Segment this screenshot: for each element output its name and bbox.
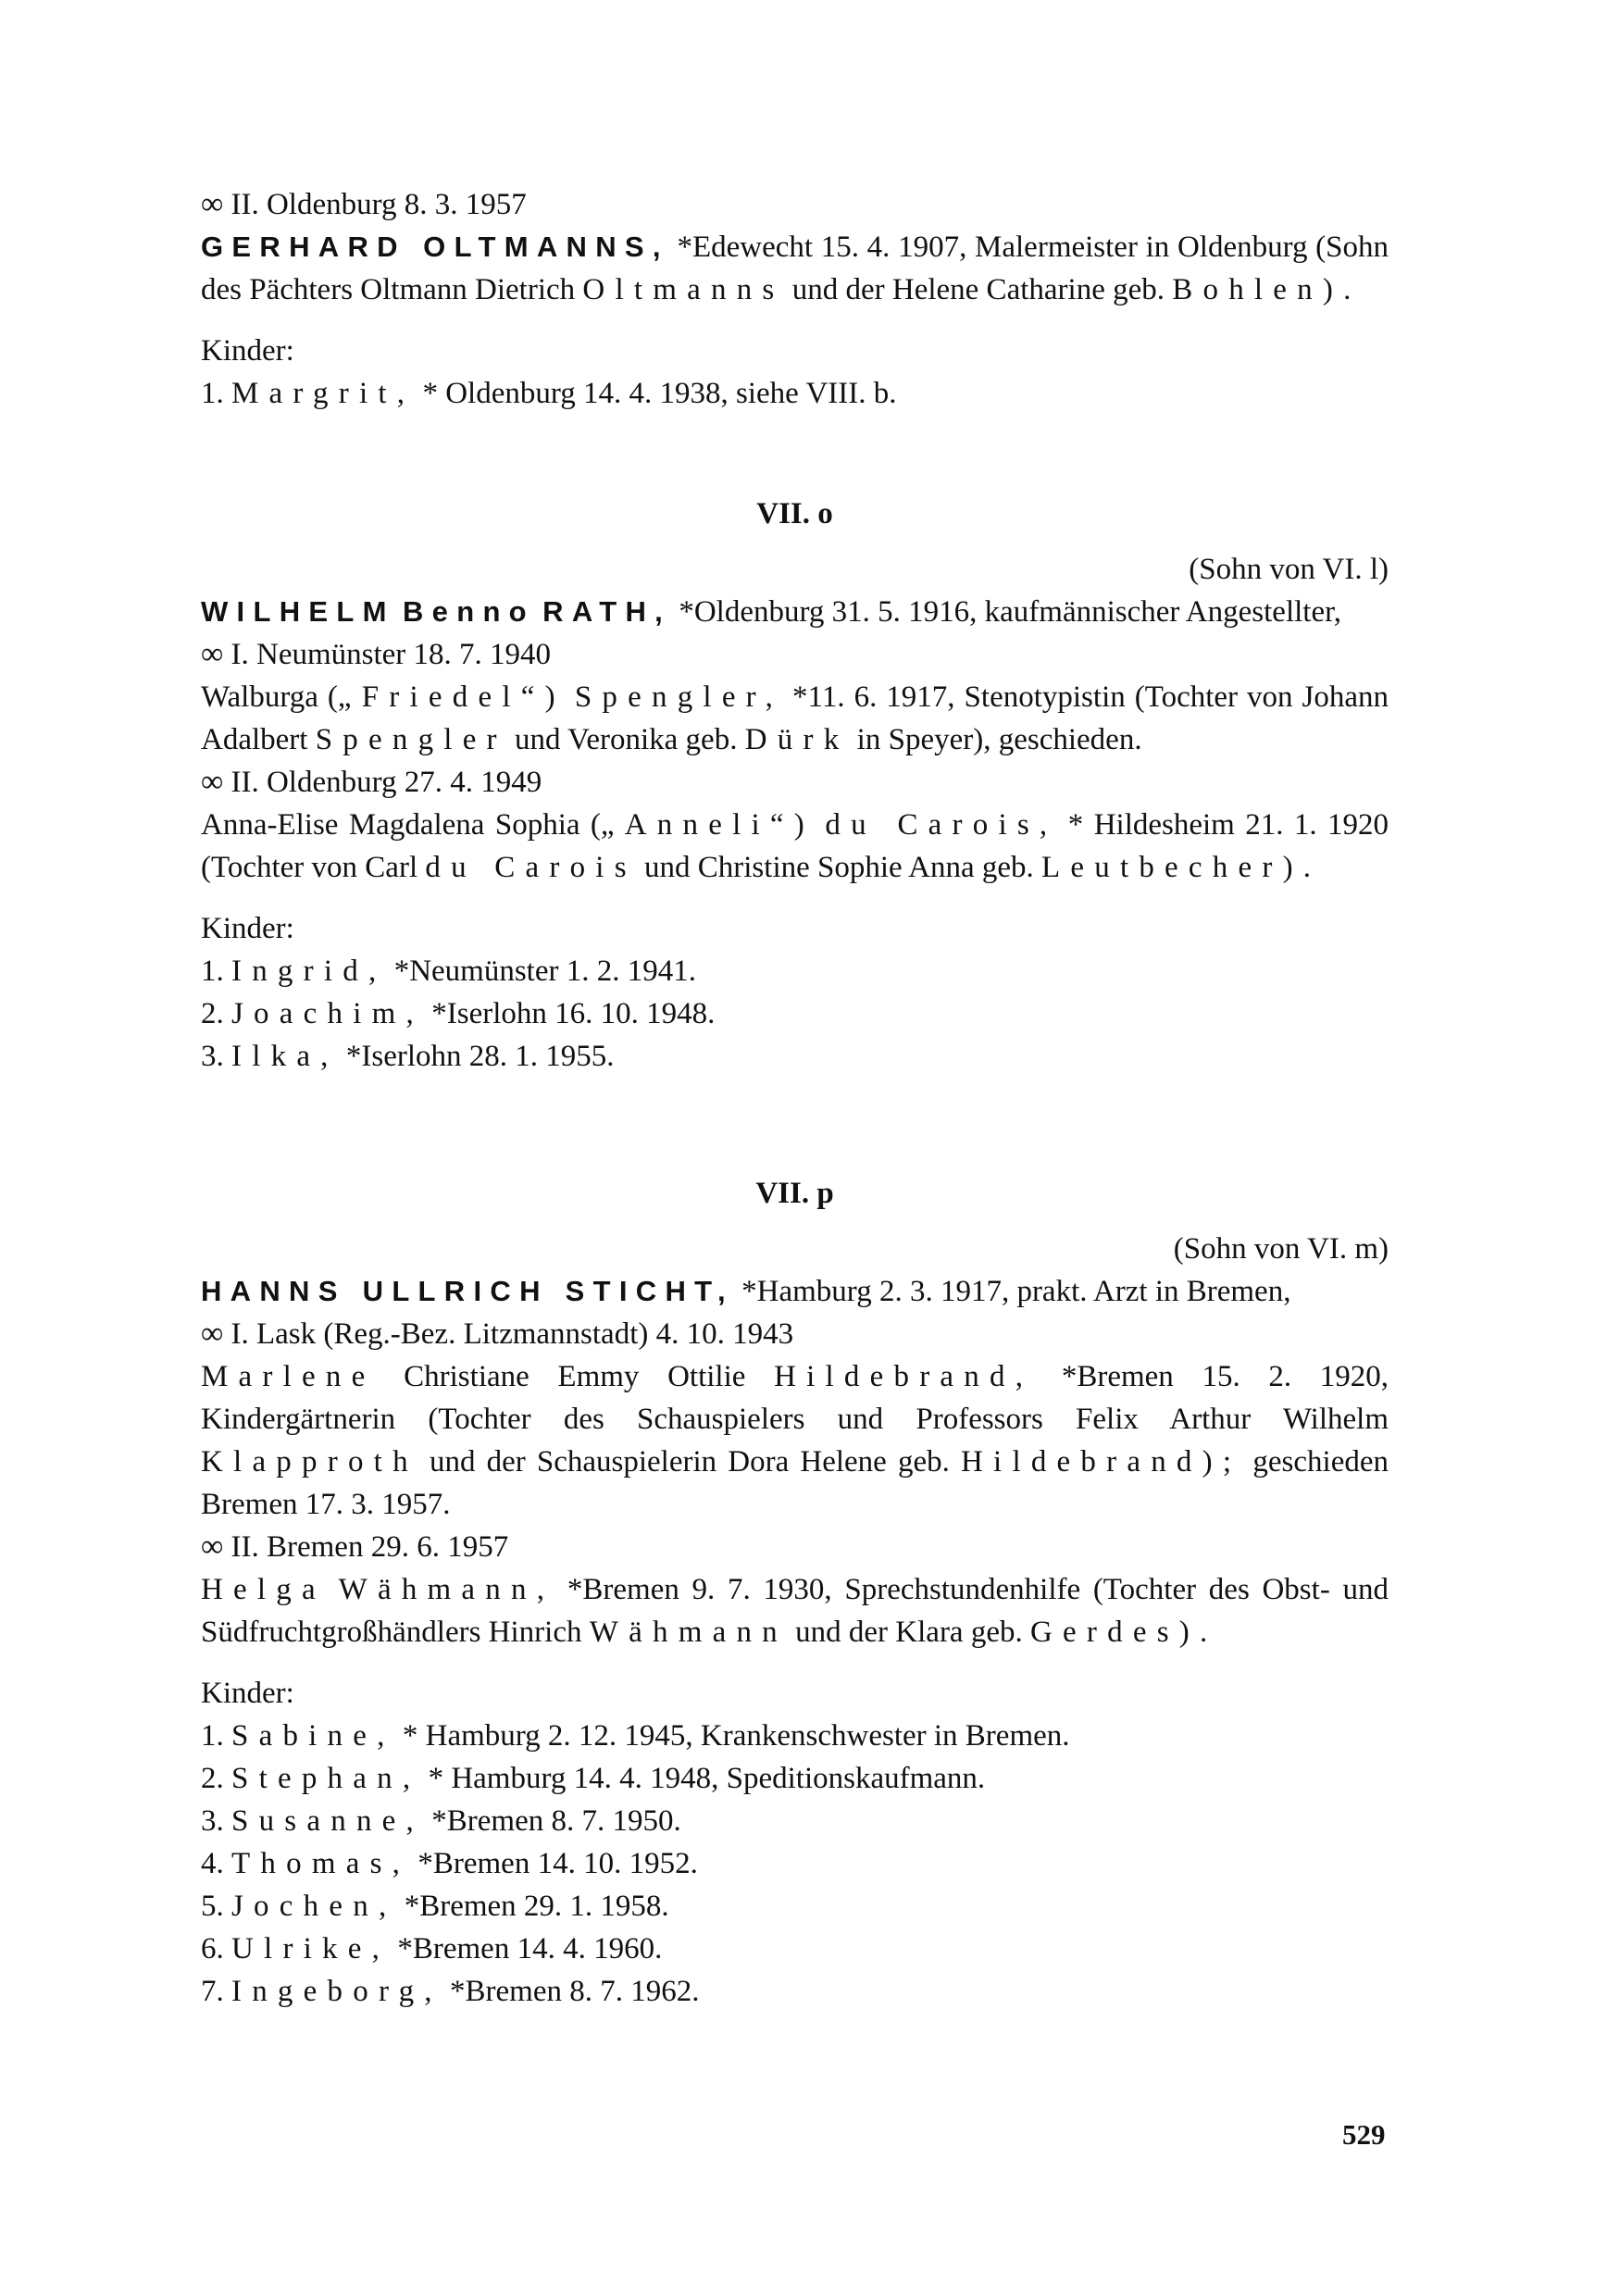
marriage-line: ∞ II. Bremen 29. 6. 1957: [201, 1529, 509, 1564]
section-vii-o: [201, 493, 1389, 1078]
marriage-symbol: ∞: [201, 637, 224, 671]
spouse-paragraph: Helga Wähmann, *Bremen 9. 7. 1930, Sprechstundenhilfe (Tochter des Obst- und Südfruchtgroßhändlers Hinrich Wähmann und der Klara geb. Gerdes).: [201, 1573, 1389, 1649]
child-item: 1. Ingrid, *Neumünster 1. 2. 1941.: [201, 955, 696, 988]
section-heading: VII. o: [756, 497, 833, 530]
spouse-paragraph: Walburga („Friedel“) Spengler, *11. 6. 1917, Stenotypistin (Tochter von Johann Adalbert Spengler und Veronika geb. Dürk in Speyer), geschieden.: [201, 680, 1389, 756]
section-heading: VII. p: [755, 1177, 834, 1210]
spouse-paragraph: Marlene Christiane Emmy Ottilie Hildebrand, *Bremen 15. 2. 1920, Kindergärtnerin (Tochter des Schauspielers und Professors Felix Arthur Wilhelm Klapproth und der Schauspielerin Dora Helene geb. Hildebrand); geschieden Bremen 17. 3. 1957.: [201, 1360, 1389, 1521]
marriage-symbol: ∞: [201, 765, 224, 799]
child-item: 6. Ulrike, *Bremen 14. 4. 1960.: [201, 1932, 663, 1965]
parent-reference: (Sohn von VI. m): [1173, 1232, 1389, 1266]
child-item: 1. Margrit, * Oldenburg 14. 4. 1938, siehe VIII. b.: [201, 377, 897, 410]
marriage-symbol: ∞: [201, 1529, 224, 1564]
child-item: 7. Ingeborg, *Bremen 8. 7. 1962.: [201, 1975, 700, 2008]
child-item: 2. Joachim, *Iserlohn 16. 10. 1948.: [201, 997, 716, 1030]
children-label: Kinder:: [201, 912, 294, 945]
children-label: Kinder:: [201, 334, 294, 368]
child-item: 4. Thomas, *Bremen 14. 10. 1952.: [201, 1847, 698, 1880]
section-vii-p: [201, 1172, 1389, 2013]
parent-reference: (Sohn von VI. l): [1189, 553, 1389, 586]
marriage-line: ∞ II. Oldenburg 27. 4. 1949: [201, 765, 542, 799]
spouse-paragraph: Anna-Elise Magdalena Sophia („Anneli“) du Carois, * Hildesheim 21. 1. 1920 (Tochter von Carl du Carois und Christine Sophie Anna geb. Leutbecher).: [201, 808, 1389, 884]
child-item: 3. Ilka, *Iserlohn 28. 1. 1955.: [201, 1040, 615, 1073]
person-paragraph: HANNS ULLRICH STICHT, *Hamburg 2. 3. 1917, prakt. Arzt in Bremen,: [201, 1275, 1291, 1308]
marriage-line: ∞ I. Neumünster 18. 7. 1940: [201, 637, 552, 671]
person-paragraph: WILHELM Benno RATH, *Oldenburg 31. 5. 1916, kaufmännischer Angestellter,: [201, 595, 1342, 629]
marriage-symbol: ∞: [201, 1316, 224, 1351]
entry-oltmanns: [201, 183, 1389, 415]
marriage-line: ∞ II. Oldenburg 8. 3. 1957: [201, 187, 527, 221]
child-item: 2. Stephan, * Hamburg 14. 4. 1948, Speditionskaufmann.: [201, 1762, 986, 1795]
page-number: 529: [1342, 2118, 1386, 2151]
marriage-line: ∞ I. Lask (Reg.-Bez. Litzmannstadt) 4. 10. 1943: [201, 1316, 794, 1351]
child-item: 5. Jochen, *Bremen 29. 1. 1958.: [201, 1890, 669, 1923]
child-item: 3. Susanne, *Bremen 8. 7. 1950.: [201, 1804, 681, 1838]
marriage-symbol: ∞: [201, 187, 224, 221]
spouse-paragraph: GERHARD OLTMANNS, *Edewecht 15. 4. 1907, Malermeister in Oldenburg (Sohn des Pächters Oltmann Dietrich Oltmanns und der Helene Catharine geb. Bohlen).: [201, 231, 1389, 306]
children-label: Kinder:: [201, 1677, 294, 1710]
child-item: 1. Sabine, * Hamburg 2. 12. 1945, Krankenschwester in Bremen.: [201, 1719, 1070, 1753]
